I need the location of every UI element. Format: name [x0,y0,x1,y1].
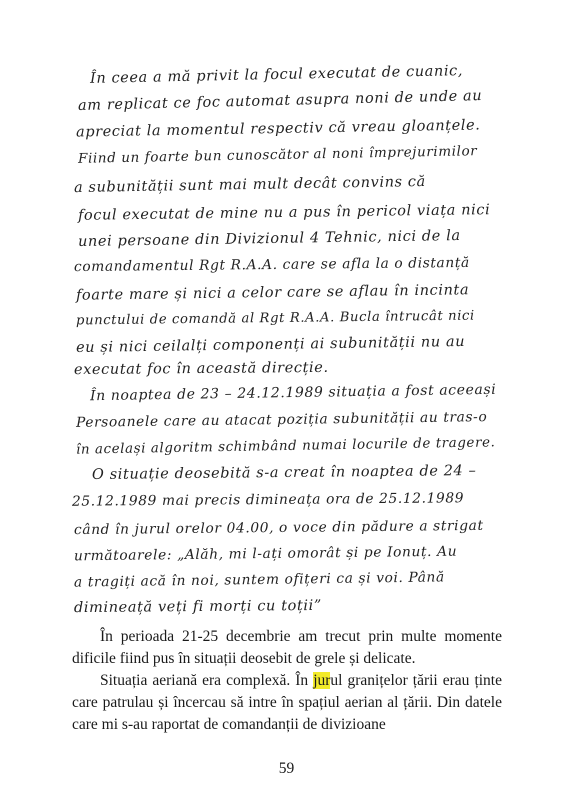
handwritten-line: foarte mare și nici a celor care se aflau în incinta [75,282,470,304]
handwritten-line: O situație deosebită s-a creat în noaptea de 24 – [91,462,477,484]
handwritten-line: focul executat de mine nu a pus în pericol viața nici [77,202,491,224]
handwritten-line: în același algoritm schimbând numai locurile de tragere. [75,435,496,458]
handwritten-line: a subunității sunt mai mult decât convins că [73,173,426,197]
handwritten-line: următoarele: „Alăh, mi l-ați omorât și pe Ionuț. Au [73,543,458,565]
highlighted-text: jur [313,672,331,689]
handwritten-line: unei persoane din Divizionul 4 Tehnic, nici de la [77,227,461,251]
paragraph: În perioada 21-25 decembrie am trecut prin multe momente dificile fiind pus în situații deosebit de grele și delicate. [72,628,502,667]
handwritten-line: apreciat la momentul respectiv că vreau gloanțele. [75,117,481,141]
body-text [72,626,502,736]
paragraph [72,670,502,736]
handwritten-line: În ceea a mă privit la focul executat de cuanic, [89,63,464,87]
handwritten-line: Fiind un foarte bun cunoscător al noni împrejurimilor [77,143,478,167]
handwritten-line: punctului de comandă al Rgt R.A.A. Bucla întrucât nici [75,308,475,329]
paragraph-text: ul granițelor țării erau ținte care patrulau și încercau să intre în spațiul aerian al țării. Din datele care mi s-au raportat de comandanții de divizioane [72,672,502,733]
handwritten-line: am replicat ce foc automat asupra noni de unde au [77,88,483,114]
paragraph-text: Situația aeriană era complexă. În [100,672,314,689]
handwritten-line: 25.12.1989 mai precis dimineața ora de 25.12.1989 [71,490,465,510]
handwritten-line: a tragiți acă în noi, suntem ofițeri ca și voi. Până [73,569,445,591]
page-number: 59 [278,760,295,777]
handwritten-line: comandamentul Rgt R.A.A. care se afla la o distanță [73,254,470,276]
handwritten-line: eu și nici ceilalți componenți ai subunității nu au [75,333,466,357]
handwritten-line: Persoanele care au atacat poziția subunității au tras-o [75,409,488,431]
handwritten-line: când în jurul orelor 04.00, o voce din pădure a strigat [73,517,484,539]
handwritten-scan [72,62,504,622]
handwritten-line: dimineață veți fi morți cu toții” [73,597,322,617]
handwritten-line: În noaptea de 23 – 24.12.1989 situația a fost aceeași [89,381,497,405]
handwritten-line: executat foc în această direcție. [73,359,329,379]
